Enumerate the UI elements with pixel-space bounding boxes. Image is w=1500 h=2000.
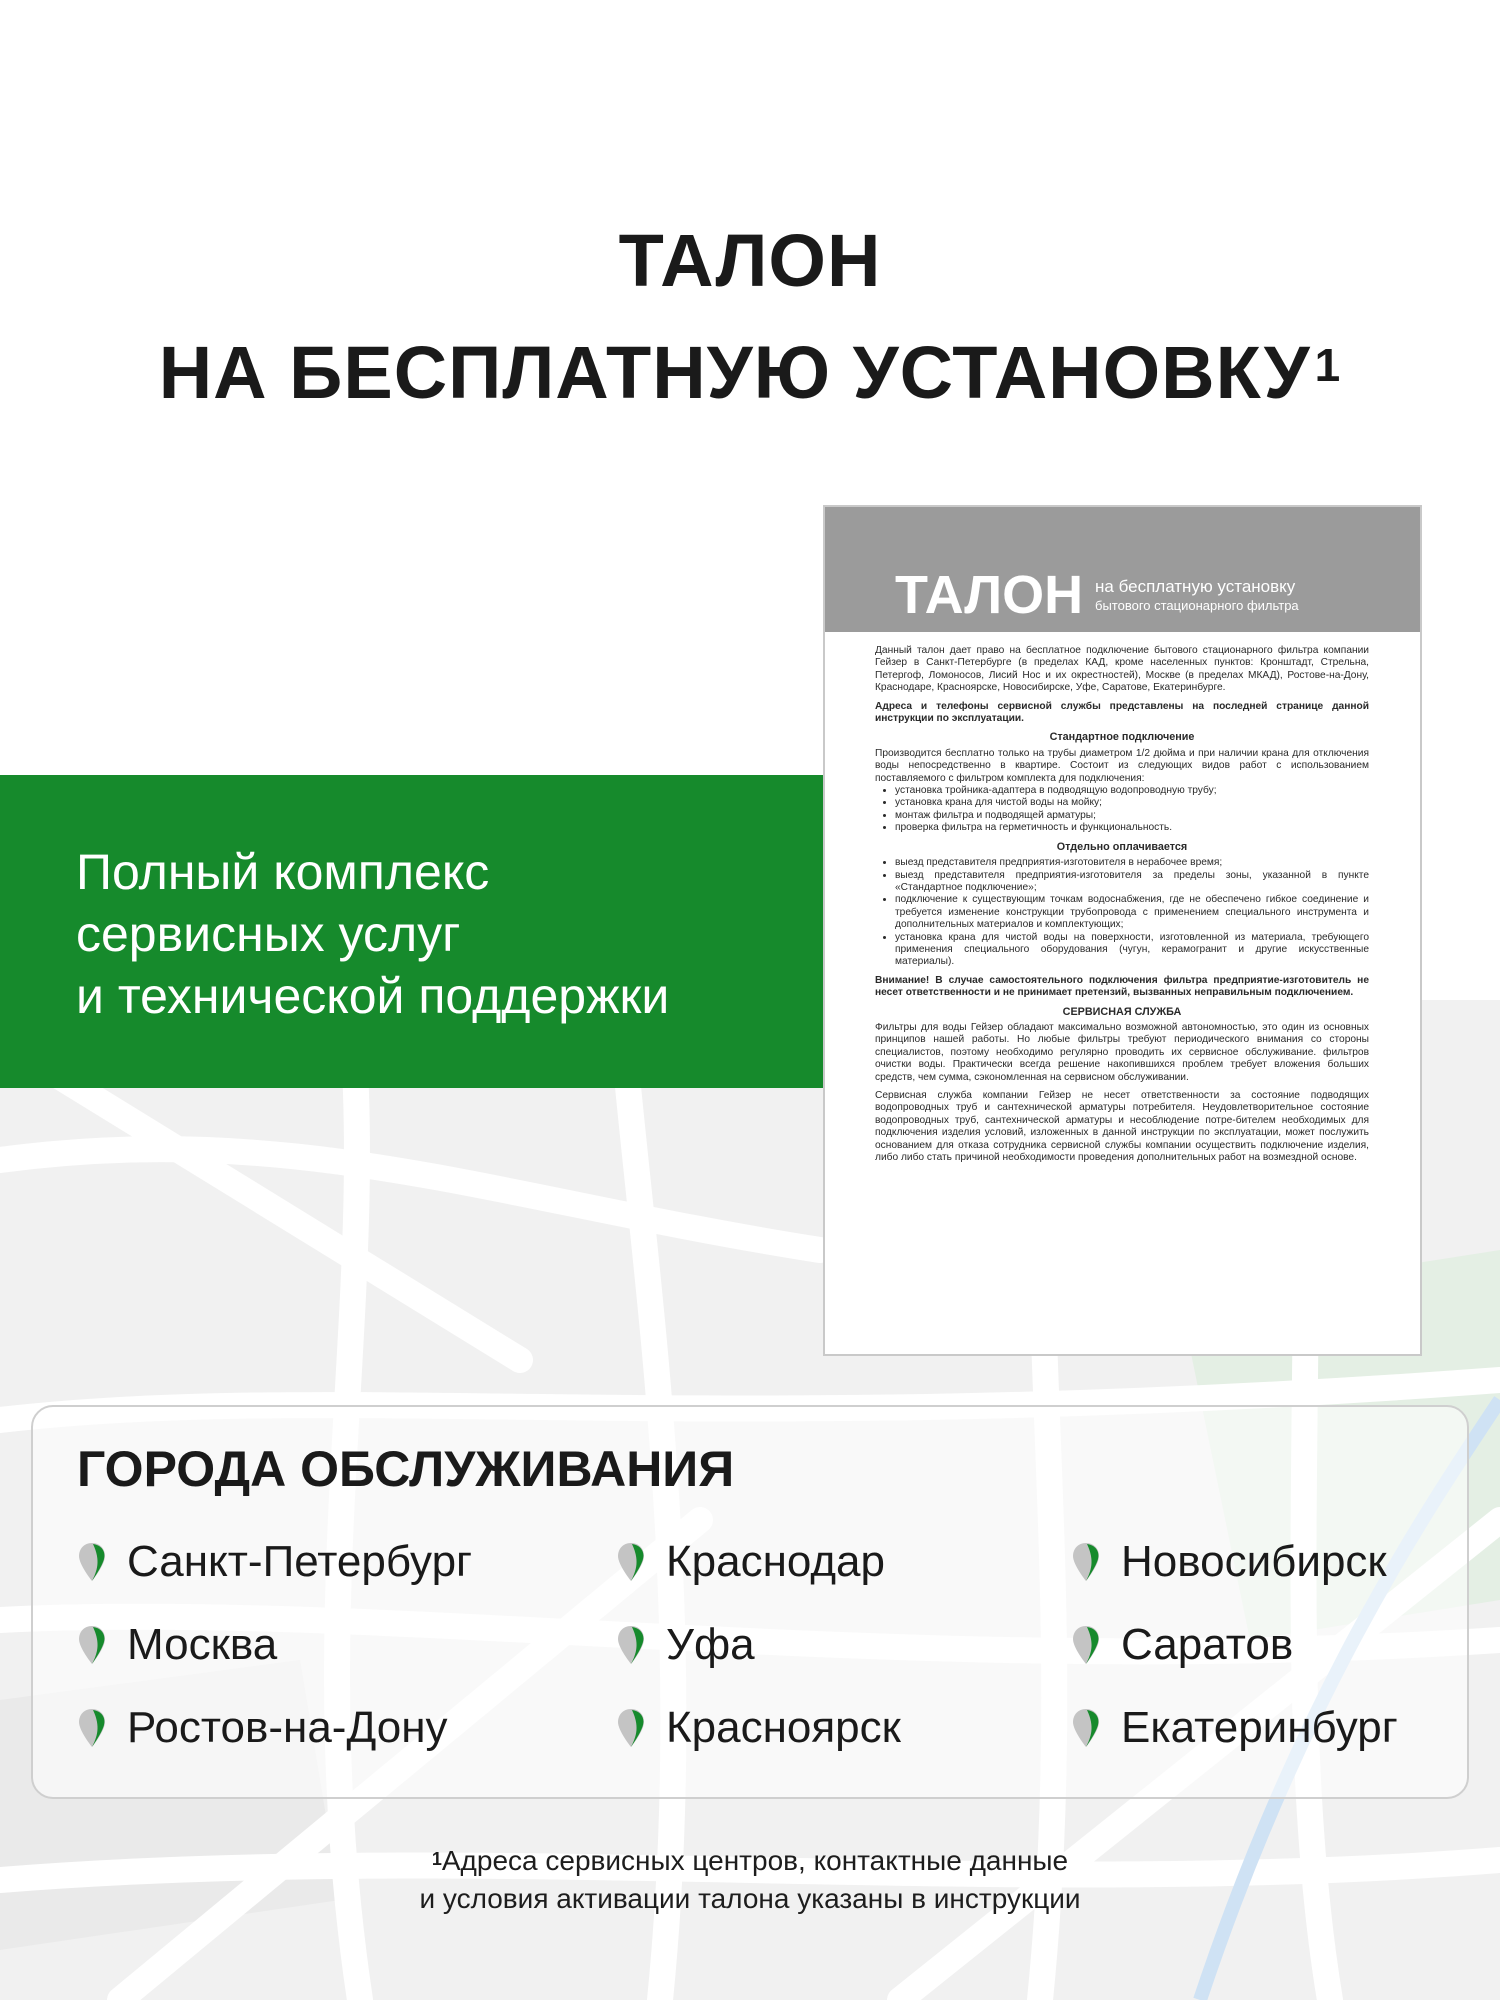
city-name: Уфа: [666, 1620, 755, 1669]
talon-paid-title: Отдельно оплачивается: [1056, 840, 1188, 853]
city-name: Красноярск: [666, 1703, 901, 1752]
title-line-2-text: НА БЕСПЛАТНУЮ УСТАНОВКУ: [158, 331, 1311, 414]
title-line-1: ТАЛОН: [618, 219, 882, 302]
city-name: Саратов: [1121, 1620, 1294, 1669]
list-item: • выезд представителя предприятия-изготовителя за пределы зоны, указанной в пункте «Стандартное подключение»;: [895, 870, 1369, 895]
location-pin-icon: [77, 1707, 107, 1749]
promo-line-2: сервисных услуг: [76, 906, 461, 962]
location-pin-icon: [616, 1541, 646, 1583]
list-item: • проверка фильтра на герметичность и функциональность.: [895, 822, 1369, 834]
footnote-line-1-text: Адреса сервисных центров, контактные данные: [441, 1845, 1069, 1876]
list-item: • установка крана для чистой воды на мойку;: [895, 797, 1369, 809]
promo-line-1: Полный комплекс: [76, 844, 490, 900]
location-pin-icon: [1071, 1707, 1101, 1749]
title-footnote-mark: 1: [1314, 339, 1342, 391]
talon-service-p2: Сервисная служба компании Гейзер не несет ответственности за состояние подводящих водопроводных труб и сантехнической арматуры потребителя. Неудовлетворительное состояние водопроводных труб, сантехнической арматуры и несоблюдение потре-бителем необходимых для подключения изделия условий, изложенных в данной инструкции по эксплуатации, может послужить основанием для отказа сотрудника сервисной службы компании осуществить подключение изделия, либо либо стать причиной необходимости проведения дополнительных работ на возмездной основе.: [875, 1090, 1369, 1164]
talon-subheading-1: на бесплатную установку: [1095, 577, 1296, 596]
page-title: [0, 205, 1500, 429]
city-item: [1071, 1700, 1398, 1756]
location-pin-icon: [616, 1707, 646, 1749]
list-item: • выезд представителя предприятия-изготовителя в нерабочее время;: [895, 857, 1369, 869]
city-item: [77, 1534, 472, 1590]
promo-text: [76, 841, 669, 1027]
list-item: • подключение к существующим точкам водоснабжения, где не обеспечено гибкое соединение и требуется изменение конструкции трубопровода с применением специального инструмента и дополнительных материалов и комплектующих;: [895, 894, 1369, 931]
city-name: Новосибирск: [1121, 1537, 1387, 1586]
talon-header: [825, 507, 1420, 632]
footnote-line-2: и условия активации талона указаны в инструкции: [419, 1883, 1081, 1914]
city-item: [616, 1700, 901, 1756]
talon-paid-list: [875, 857, 1369, 969]
list-item: • установка крана для чистой воды на поверхности, изготовленной из материала, требующего применения специального оборудования (чугун, керамогранит и другие искусственные материалы).: [895, 932, 1369, 969]
footnote-mark: 1: [431, 1849, 442, 1869]
location-pin-icon: [1071, 1624, 1101, 1666]
talon-standard-text: Производится бесплатно только на трубы диаметром 1/2 дюйма и при наличии крана для отключения воды непосредственно в квартире. Состоит из следующих видов работ с использованием поставляемого с фильтром комплекта для подключения:: [875, 747, 1369, 784]
footnote: [0, 1842, 1500, 1918]
location-pin-icon: [77, 1624, 107, 1666]
title-line-2: [0, 317, 1500, 429]
promo-line-3: и технической поддержки: [76, 968, 670, 1024]
city-item: [77, 1617, 277, 1673]
location-pin-icon: [616, 1624, 646, 1666]
talon-standard-title: Стандартное подключение: [1049, 731, 1195, 744]
city-item: [77, 1700, 448, 1756]
list-item: • монтаж фильтра и подводящей арматуры;: [895, 810, 1369, 822]
talon-body: [875, 645, 1369, 1170]
city-item: [616, 1534, 885, 1590]
location-pin-icon: [77, 1541, 107, 1583]
promo-band: [0, 775, 823, 1088]
cities-card: [31, 1405, 1469, 1799]
talon-warning: Внимание! В случае самостоятельного подключения фильтра предприятие-изготовитель не несет ответственности и не принимает претензий, вызванных неправильным подключением.: [875, 974, 1369, 999]
city-name: Санкт-Петербург: [127, 1537, 473, 1586]
talon-service-title: СЕРВИСНАЯ СЛУЖБА: [1062, 1005, 1182, 1018]
talon-subheading-2: бытового стационарного фильтра: [1095, 598, 1299, 613]
list-item: • установка тройника-адаптера в подводящую водопроводную трубу;: [895, 785, 1369, 797]
talon-document: [823, 505, 1422, 1356]
city-name: Екатеринбург: [1121, 1703, 1398, 1752]
talon-standard-list: [875, 785, 1369, 835]
city-name: Краснодар: [666, 1537, 885, 1586]
talon-heading: ТАЛОН: [895, 565, 1084, 625]
location-pin-icon: [1071, 1541, 1101, 1583]
cities-title: ГОРОДА ОБСЛУЖИВАНИЯ: [77, 1441, 735, 1497]
city-name: Москва: [127, 1620, 278, 1669]
city-item: [616, 1617, 755, 1673]
talon-service-p1: Фильтры для воды Гейзер обладают максимально возможной автономностью, это один из основных принципов нашей работы. Но любые фильтры требуют периодического внимания со стороны специалистов, поэтому необходимо регулярно проводить их сервисное обслуживание. фильтров очистки воды. Практически всегда решение накопившихся проблем требует вложения больших средств, чем сумма, сэкономленная на сервисном обслуживании.: [875, 1021, 1369, 1083]
city-item: [1071, 1617, 1293, 1673]
city-name: Ростов-на-Дону: [127, 1703, 448, 1752]
footnote-line-1: [0, 1842, 1500, 1880]
talon-intro: Данный талон дает право на бесплатное подключение бытового стационарного фильтра компании Гейзер в Санкт-Петербурге (в пределах КАД, кроме населенных пунктов: Кронштадт, Стрельна, Петергоф, Ломоносов, Лисий Нос и их окрестностей), Москве (в пределах МКАД), Ростове-на-Дону, Краснодаре, Красноярске, Новосибирске, Уфе, Саратове, Екатеринбурге.: [875, 645, 1369, 694]
talon-addresses-note: Адреса и телефоны сервисной службы представлены на последней странице данной инструкции по эксплуатации.: [875, 700, 1369, 725]
city-item: [1071, 1534, 1387, 1590]
